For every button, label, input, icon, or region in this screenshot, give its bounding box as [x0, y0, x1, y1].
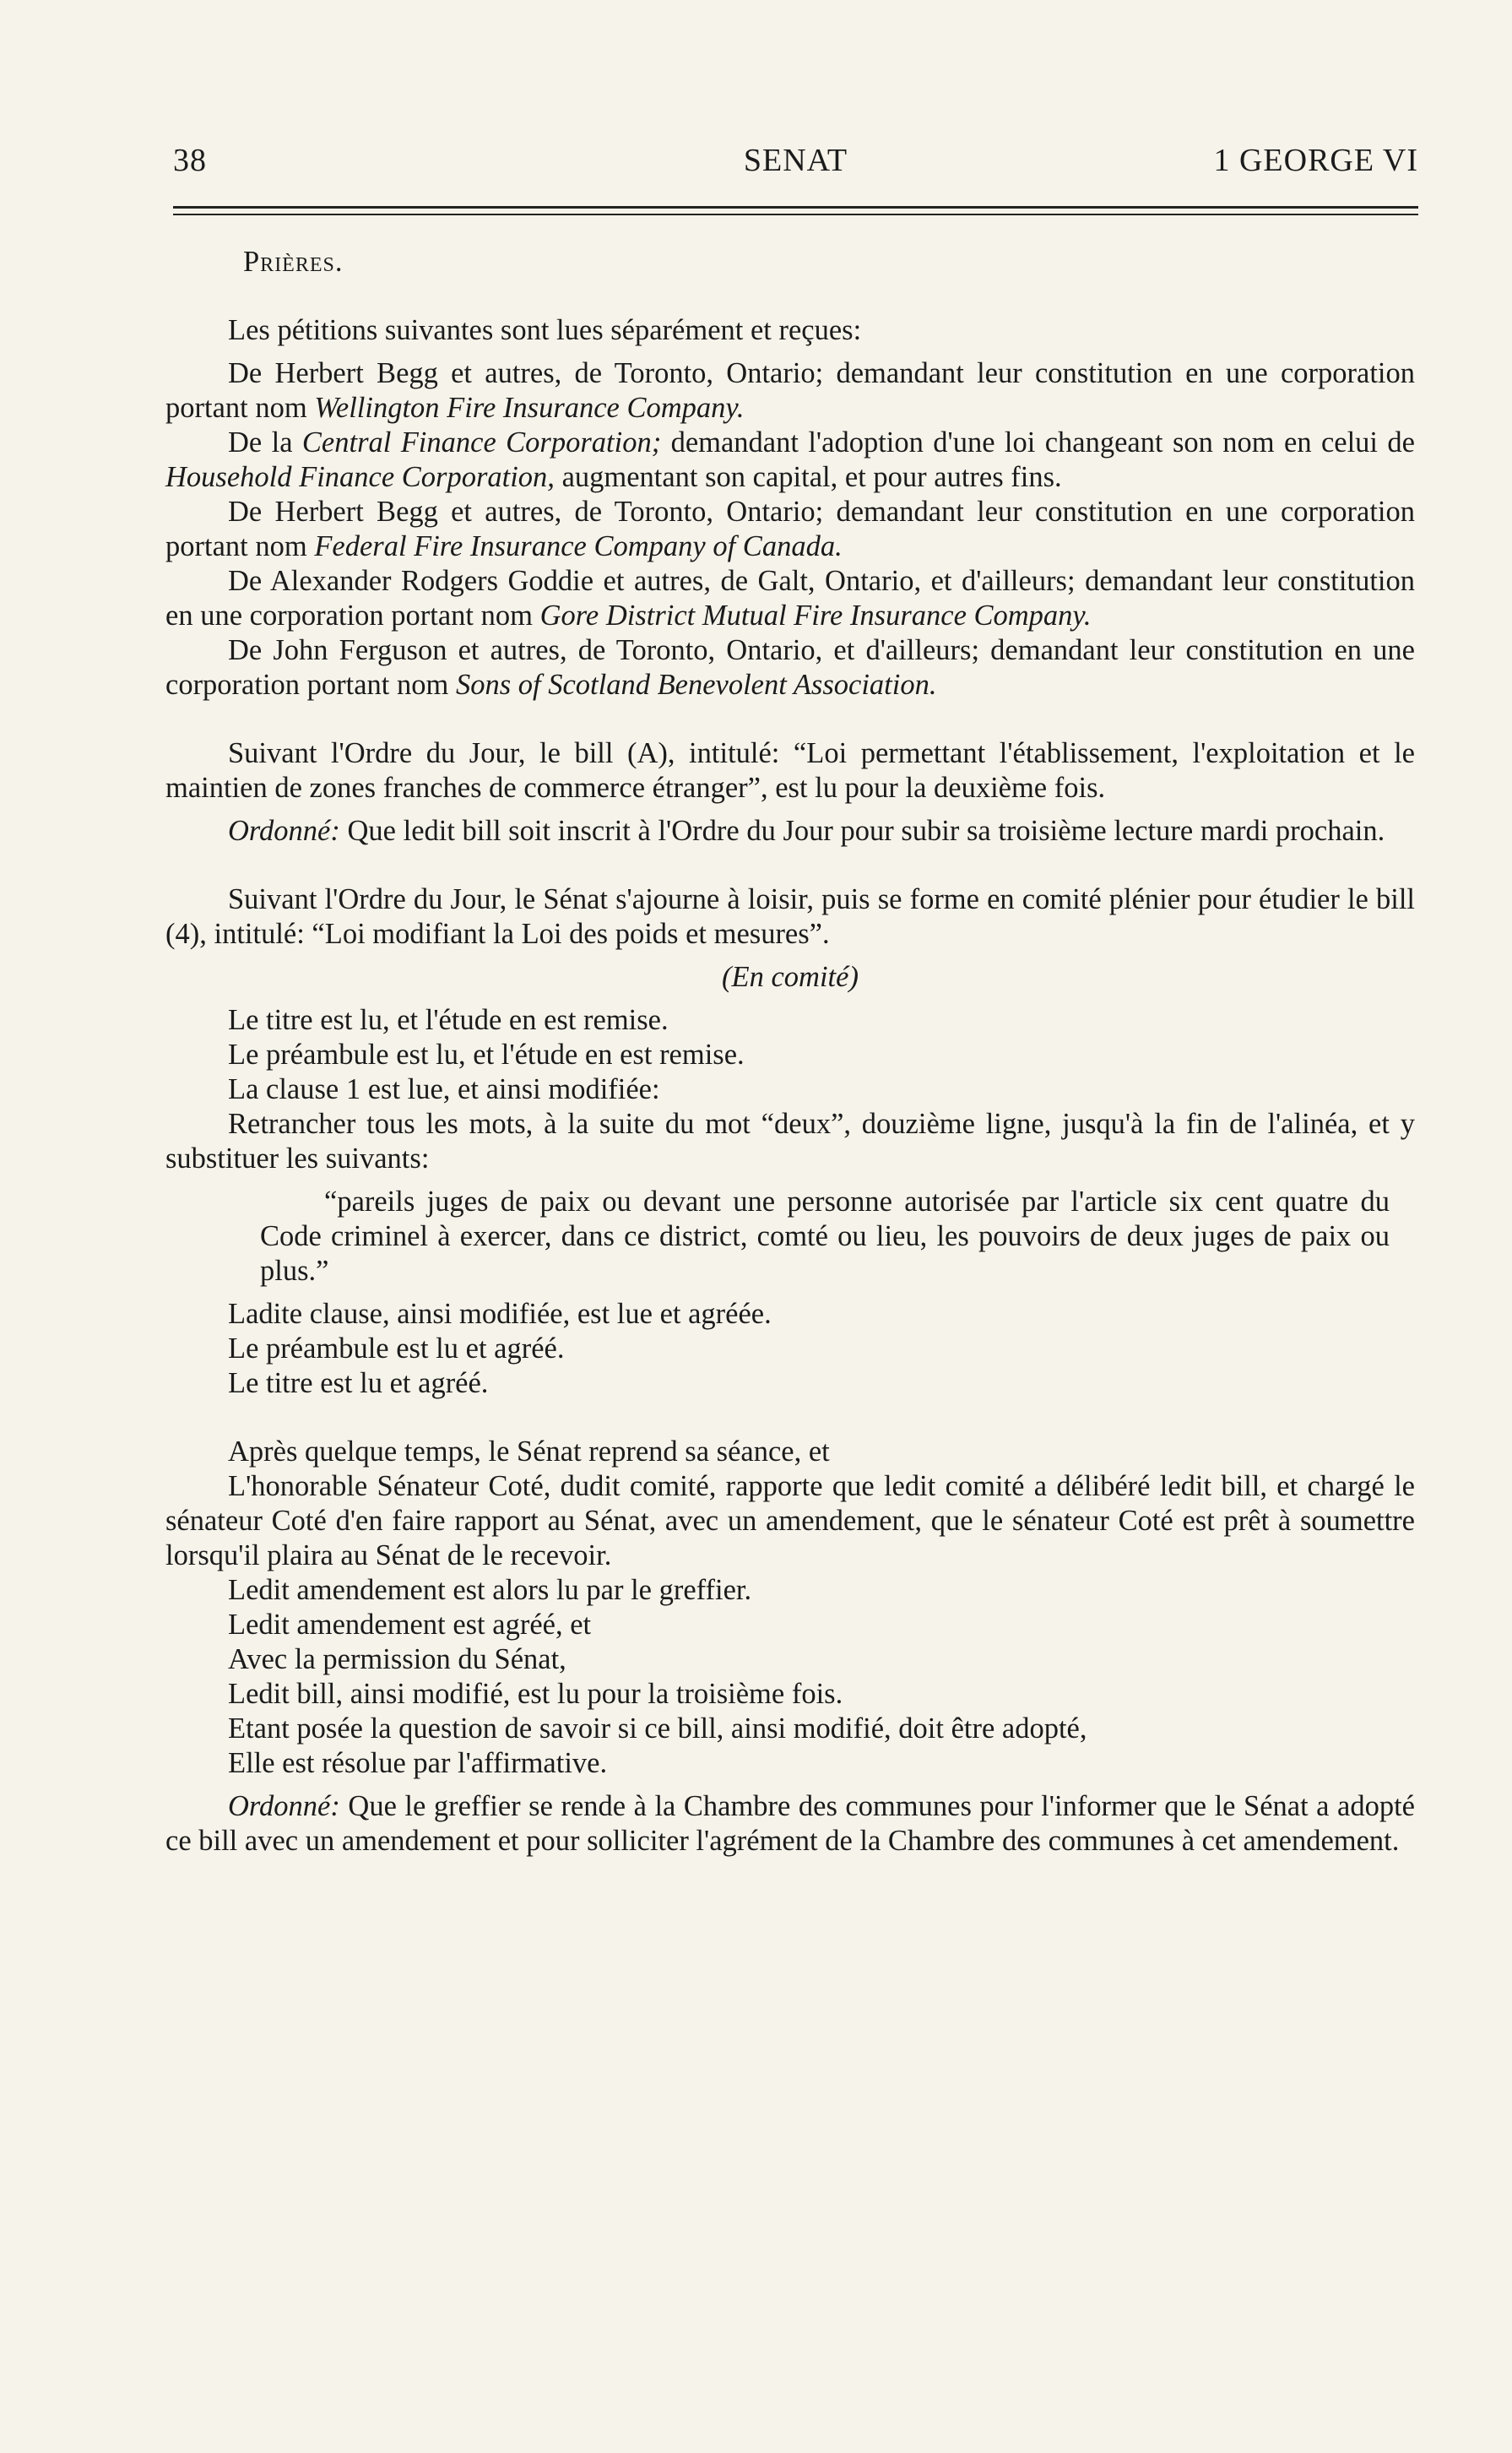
committee-line: La clause 1 est lue, et ainsi modifiée: [228, 1073, 660, 1105]
company-name: Federal Fire Insurance Company of Canada. [314, 530, 843, 562]
committee-line: Le titre est lu, et l'étude en est remise. [228, 1004, 669, 1036]
company-name: Wellington Fire Insurance Company. [314, 392, 745, 424]
company-name: Gore District Mutual Fire Insurance Company. [539, 600, 1092, 632]
header-rule-bottom [173, 214, 1418, 215]
resume-line: Ledit bill, ainsi modifié, est lu pour la troisième fois. [228, 1678, 843, 1710]
resume-line: L'honorable Sénateur Coté, dudit comité, rapporte que ledit comité a délibéré ledit bill, et chargé le sénateur Coté d'en faire rapport au Sénat, avec un amendement, que le sénateur Coté est prêt à soumettre lorsqu'il plaira au Sénat de le recevoir. [165, 1470, 1415, 1571]
committee-line: Le préambule est lu et agréé. [228, 1332, 565, 1365]
resume-line: Ledit amendement est agréé, et [228, 1609, 592, 1641]
committee-line: Retrancher tous les mots, à la suite du mot “deux”, douzième ligne, jusqu'à la fin de l'alinéa, et y substituer les suivants: [165, 1108, 1415, 1175]
petition-paragraph: De Herbert Begg et autres, de Toronto, Ontario; demandant leur constitution en une corporation portant nom Wellington Fire Insurance Company. [165, 357, 1415, 424]
company-name: Sons of Scotland Benevolent Association. [455, 669, 937, 701]
bill-a-paragraph: Suivant l'Ordre du Jour, le bill (A), intitulé: “Loi permettant l'établissement, l'exploitation et le maintien de zones franches de commerce étranger”, est lu pour la deuxième fois. [165, 737, 1415, 804]
ordered-paragraph: Ordonné: Que ledit bill soit inscrit à l'Ordre du Jour pour subir sa troisième lecture mardi prochain. [228, 815, 1385, 847]
header-reign: 1 GEORGE VI [1213, 143, 1418, 178]
header-title: SENAT [743, 143, 848, 178]
resume-line: Avec la permission du Sénat, [228, 1643, 566, 1675]
ordered-paragraph: Ordonné: Que le greffier se rende à la Chambre des communes pour l'informer que le Sénat a adopté ce bill avec un amendement et pour solliciter l'agrément de la Chambre des communes à cet amendement. [165, 1790, 1415, 1857]
petition-paragraph: De la Central Finance Corporation; demandant l'adoption d'une loi changeant son nom en celui de Household Finance Corporation, augmentant son capital, et pour autres fins. [165, 426, 1415, 493]
petition-paragraph: De Herbert Begg et autres, de Toronto, Ontario; demandant leur constitution en une corporation portant nom Federal Fire Insurance Company of Canada. [165, 496, 1415, 562]
resume-line: Après quelque temps, le Sénat reprend sa séance, et [228, 1435, 830, 1468]
bill-4-paragraph: Suivant l'Ordre du Jour, le Sénat s'ajourne à loisir, puis se forme en comité plénier pour étudier le bill (4), intitulé: “Loi modifiant la Loi des poids et mesures”. [165, 883, 1415, 950]
resume-line: Elle est résolue par l'affirmative. [228, 1747, 608, 1779]
committee-line: Ladite clause, ainsi modifiée, est lue et agréée. [228, 1298, 772, 1330]
committee-line: Le préambule est lu, et l'étude en est remise. [228, 1039, 745, 1071]
document-body [165, 245, 1415, 1859]
header-rule-top [173, 206, 1418, 209]
company-name: Household Finance Corporation, [165, 461, 555, 493]
ordered-label: Ordonné: [228, 1790, 340, 1822]
resume-line: Ledit amendement est alors lu par le greffier. [228, 1574, 752, 1606]
page-number: 38 [173, 143, 207, 178]
resume-line: Etant posée la question de savoir si ce bill, ainsi modifié, doit être adopté, [228, 1712, 1087, 1745]
petitions-intro: Les pétitions suivantes sont lues séparément et reçues: [228, 314, 862, 346]
section-heading-prayers: Prières. [243, 246, 344, 278]
amendment-quote [165, 1185, 1415, 1289]
committee-heading: (En comité) [722, 961, 859, 993]
petition-paragraph: De John Ferguson et autres, de Toronto, Ontario, et d'ailleurs; demandant leur constitution en une corporation portant nom Sons of Scotland Benevolent Association. [165, 634, 1415, 701]
running-header [173, 142, 1418, 193]
ordered-label: Ordonné: [228, 815, 340, 847]
quote-text: “pareils juges de paix ou devant une personne autorisée par l'article six cent quatre du Code criminel à exercer, dans ce district, comté ou lieu, les pouvoirs de deux juges de paix ou plus.” [260, 1186, 1390, 1287]
petition-paragraph: De Alexander Rodgers Goddie et autres, de Galt, Ontario, et d'ailleurs; demandant leur constitution en une corporation portant nom Gore District Mutual Fire Insurance Company. [165, 565, 1415, 632]
committee-line: Le titre est lu et agréé. [228, 1367, 489, 1399]
company-name: Central Finance Corporation; [301, 426, 662, 459]
